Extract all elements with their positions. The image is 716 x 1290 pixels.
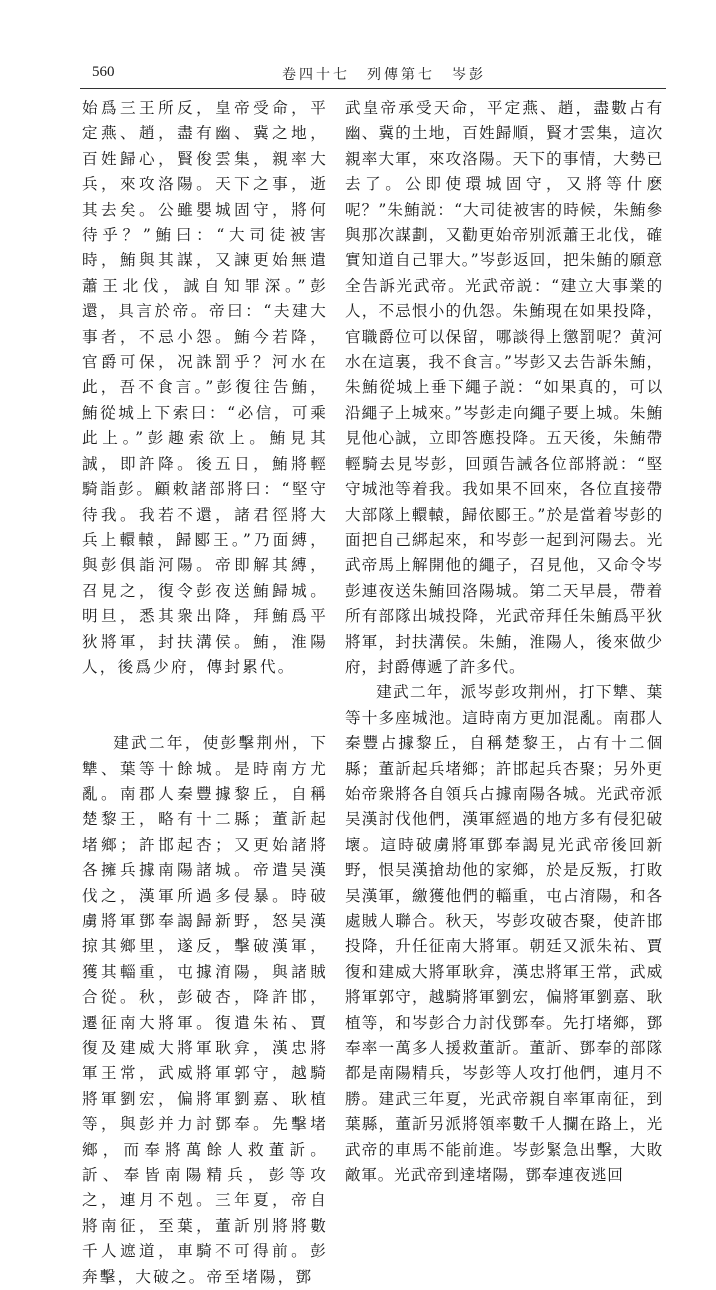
page-number: 560 bbox=[92, 64, 115, 80]
translation-paragraph-2: 建武二年，派岑彭攻荆州，打下犨、葉等十多座城池。這時南方更加混亂。南郡人秦豐占據黎丘，自稱楚黎王，占有十二個縣；董訢起兵堵鄉；許邯起兵杏聚；另外更始帝衆將各自領兵占據南陽各城。光武帝派吴漢討伐他們，漢軍經過的地方多有侵犯破壞。這時破虜將軍鄧奉謁見光武帝後回新野，恨吴漢搶劫他的家鄉，於是反叛，打敗吴漢軍，繳獲他們的輜重，屯占淯陽，和各處賊人聯合。秋天，岑彭攻破杏聚，使許邯投降，升任征南大將軍。朝廷又派朱祐、賈復和建威大將軍耿弇，漢忠將軍王常，武威將軍郭守，越騎將軍劉宏，偏將軍劉嘉、耿植等，和岑彭合力討伐鄧奉。先打堵鄉，鄧奉率一萬多人援救董訢。董訢、鄧奉的部隊都是南陽精兵，岑彭等人攻打他們，連月不勝。建武三年夏，光武帝親自率軍南征，到葉縣，董訢另派將領率數千人攔在路上，光武帝的車馬不能前進。岑彭緊急出擊，大敗敵軍。光武帝到達堵陽，鄧奉連夜逃回 bbox=[345, 683, 663, 1185]
translation-paragraph-1: 武皇帝承受天命，平定燕、趙，盡數占有幽、冀的土地，百姓歸順，賢才雲集，這次親率大軍，來攻洛陽。天下的事情，大勢已去了。公即使環城固守，又將等什麽呢？”朱鮪説：“大司徒被害的時候，朱鮪參與那次謀劃，又勸更始帝别派蕭王北伐，確實知道自己罪大。”岑彭返回，把朱鮪的願意全告訴光武帝。光武帝説：“建立大事業的人，不忌恨小的仇怨。朱鮪現在如果投降，官職爵位可以保留，哪談得上懲罰呢？黄河水在這裏，我不食言。”岑彭又去告訴朱鮪，朱鮪從城上垂下繩子説：“如果真的，可以沿繩子上城來。”岑彭走向繩子要上城。朱鮪見他心誠，立即答應投降。五天後，朱鮪帶輕騎去見岑彭，回頭告誡各位部將説：“堅守城池等着我。我如果不回來，各位直接帶大部隊上轘轅，歸依郾王。”於是當着岑彭的面把自己綁起來，和岑彭一起到河陽去。光武帝馬上解開他的繩子，召見他，又命令岑彭連夜送朱鮪回洛陽城。第二天早晨，帶着所有部隊出城投降，光武帝拜任朱鮪爲平狄將軍，封扶溝侯。朱鮪，淮陽人，後來做少府，封爵傳遞了許多代。 bbox=[345, 99, 663, 676]
header-rule bbox=[80, 88, 666, 89]
classical-paragraph-2: 建武二年，使彭擊荆州，下犨、葉等十餘城。是時南方尤亂。南郡人秦豐據黎丘，自稱楚黎王，略有十二縣；董訢起堵鄉；許邯起杏；又更始諸將各擁兵據南陽諸城。帝遣吴漢伐之，漢軍所過多侵暴。時破虜將軍鄧奉謁歸新野，怒吴漢掠其鄉里，遂反，擊破漢軍，獲其輜重，屯據淯陽，與諸賊合從。秋，彭破杏，降許邯，遷征南大將軍。復遣朱祐、賈復及建威大將軍耿弇，漢忠將軍王常，武威將軍郭守，越騎將軍劉宏，偏將軍劉嘉、耿植等，與彭并力討鄧奉。先擊堵鄉，而奉將萬餘人救董訢。訢、奉皆南陽精兵，彭等攻之，連月不剋。三年夏，帝自將南征，至葉，董訢別將將數千人遮道，車騎不可得前。彭奔擊，大破之。帝至堵陽，鄧 bbox=[82, 734, 328, 1286]
running-head: 卷四十七 列傳第七 岑彭 bbox=[282, 67, 486, 83]
translation-text-column bbox=[345, 96, 663, 1188]
classical-text-column bbox=[82, 96, 328, 1290]
classical-paragraph-1: 始爲三王所反，皇帝受命，平定燕、趙，盡有幽、冀之地，百姓歸心，賢俊雲集，親率大兵，來攻洛陽。天下之事，逝其去矣。公雖嬰城固守，將何待乎？”鮪曰：“大司徒被害時，鮪與其謀，又諫更始無遣蕭王北伐，誠自知罪深。”彭還，具言於帝。帝曰：“夫建大事者，不忌小怨。鮪今若降，官爵可保，况誅罰乎？河水在此，吾不食言。”彭復往告鮪，鮪從城上下索曰：“必信，可乘此上。”彭趣索欲上。鮪見其誠，即許降。後五日，鮪將輕騎詣彭。顧敕諸部將曰：“堅守待我。我若不還，諸君徑將大兵上轘轅，歸郾王。”乃面縛，與彭俱詣河陽。帝即解其縛，召見之，復令彭夜送鮪歸城。明旦，悉其衆出降，拜鮪爲平狄將軍，封扶溝侯。鮪，淮陽人，後爲少府，傳封累代。 bbox=[82, 99, 328, 676]
